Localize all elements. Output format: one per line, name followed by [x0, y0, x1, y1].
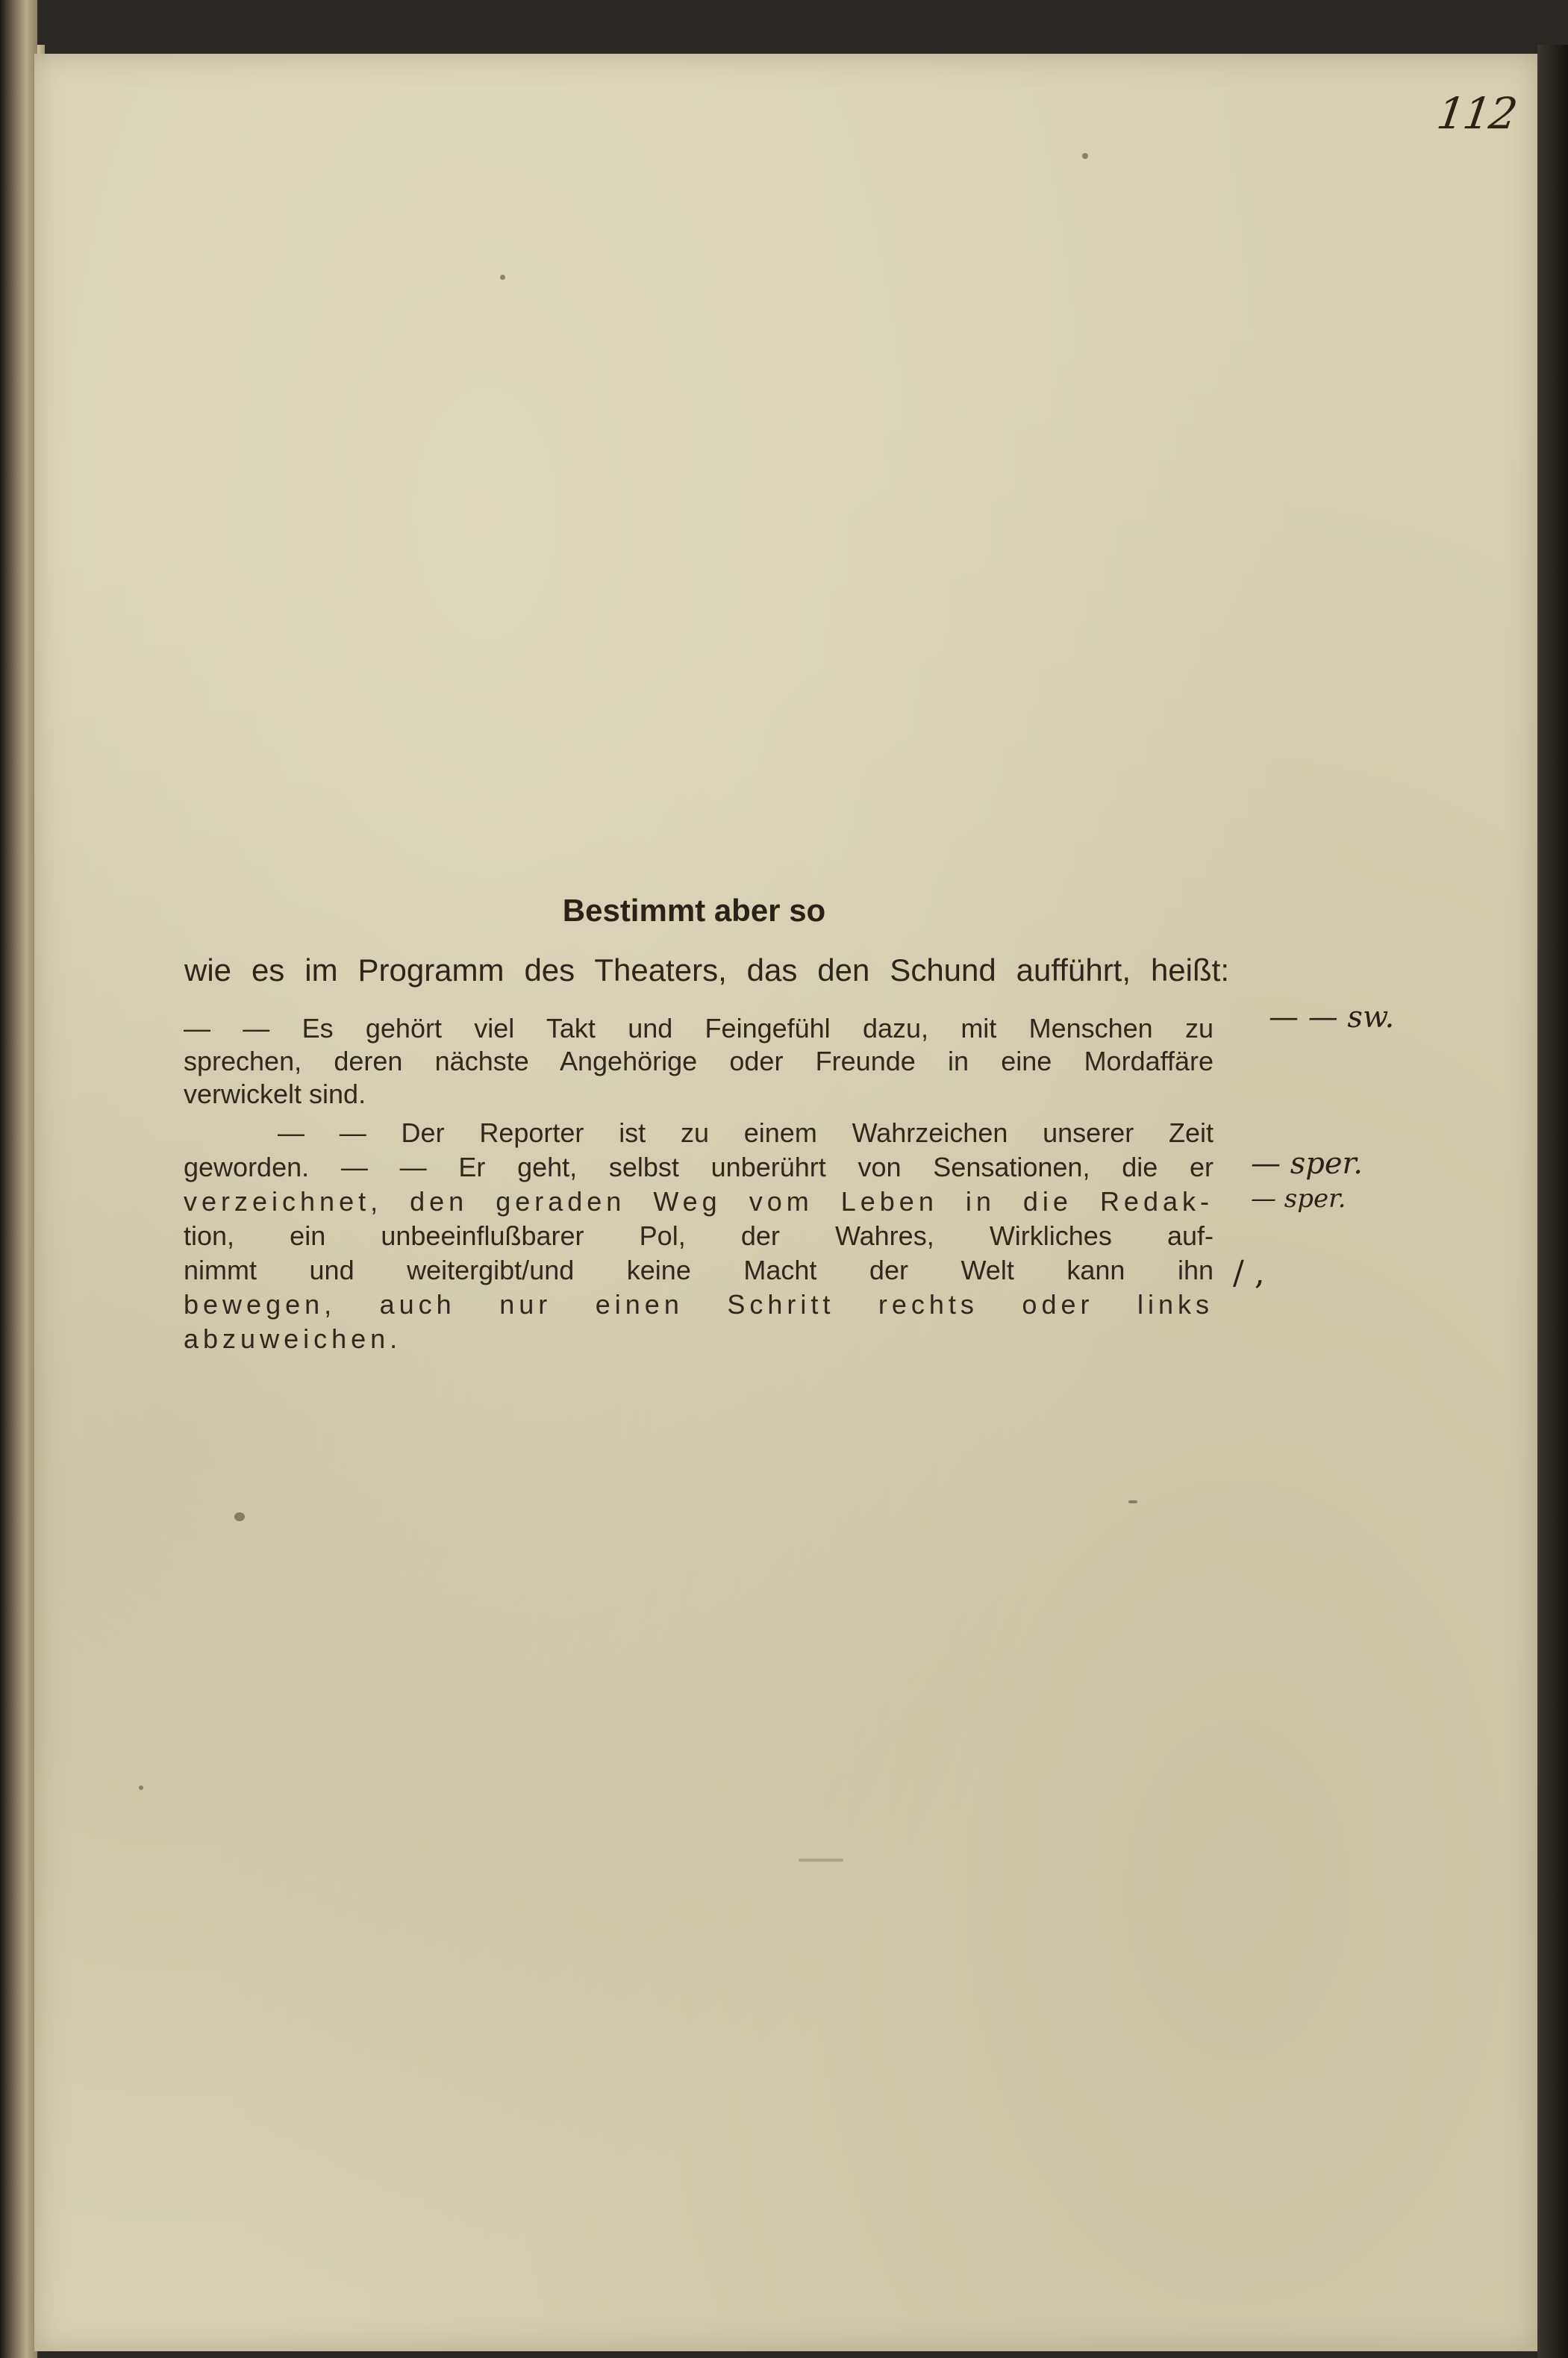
- paragraph-2-line-7: abzuweichen.: [184, 1323, 402, 1354]
- book-spine: [0, 0, 37, 2358]
- paragraph-2-line-3: verzeichnet, den geraden Weg vom Leben in die Redak-: [184, 1186, 1214, 1217]
- margin-annotation: — sper.: [1251, 1184, 1346, 1214]
- paragraph-2-line-5: nimmt und weitergibt/und keine Macht der Welt kann ihn: [184, 1255, 1214, 1285]
- paragraph-1-line-1: — — Es gehört viel Takt und Feingefühl dazu, mit Menschen zu: [184, 1013, 1214, 1044]
- paragraph-1-line-2: sprechen, deren nächste Angehörige oder Freunde in eine Mordaffäre: [184, 1046, 1214, 1076]
- paper-speck: [1082, 153, 1088, 159]
- paragraph-1-line-3: verwickelt sind.: [184, 1079, 366, 1109]
- paragraph-2-line-2: geworden. — — Er geht, selbst unberührt von Sensationen, die er: [184, 1152, 1214, 1182]
- paper-speck: [799, 1859, 843, 1862]
- scan-background-edge: [1537, 45, 1568, 2358]
- paragraph-2-line-6: bewegen, auch nur einen Schritt rechts oder links: [184, 1289, 1214, 1320]
- paper-speck: [1128, 1500, 1137, 1503]
- page-number: 112: [1434, 88, 1519, 139]
- section-heading: Bestimmt aber so: [562, 893, 826, 928]
- margin-annotation: / ,: [1233, 1254, 1265, 1292]
- introductory-line: wie es im Programm des Theaters, das den Schund aufführt, heißt:: [184, 952, 1229, 988]
- paragraph-2-line-4: tion, ein unbeeinflußbarer Pol, der Wahres, Wirkliches auf-: [184, 1220, 1214, 1251]
- paper-speck: [234, 1512, 245, 1521]
- paper-speck: [500, 275, 505, 280]
- margin-annotation: — sper.: [1251, 1147, 1363, 1181]
- paragraph-2-line-1: — — Der Reporter ist zu einem Wahrzeichen unserer Zeit: [278, 1117, 1214, 1148]
- paper-speck: [139, 1785, 143, 1790]
- margin-annotation: — — sw.: [1269, 1000, 1395, 1035]
